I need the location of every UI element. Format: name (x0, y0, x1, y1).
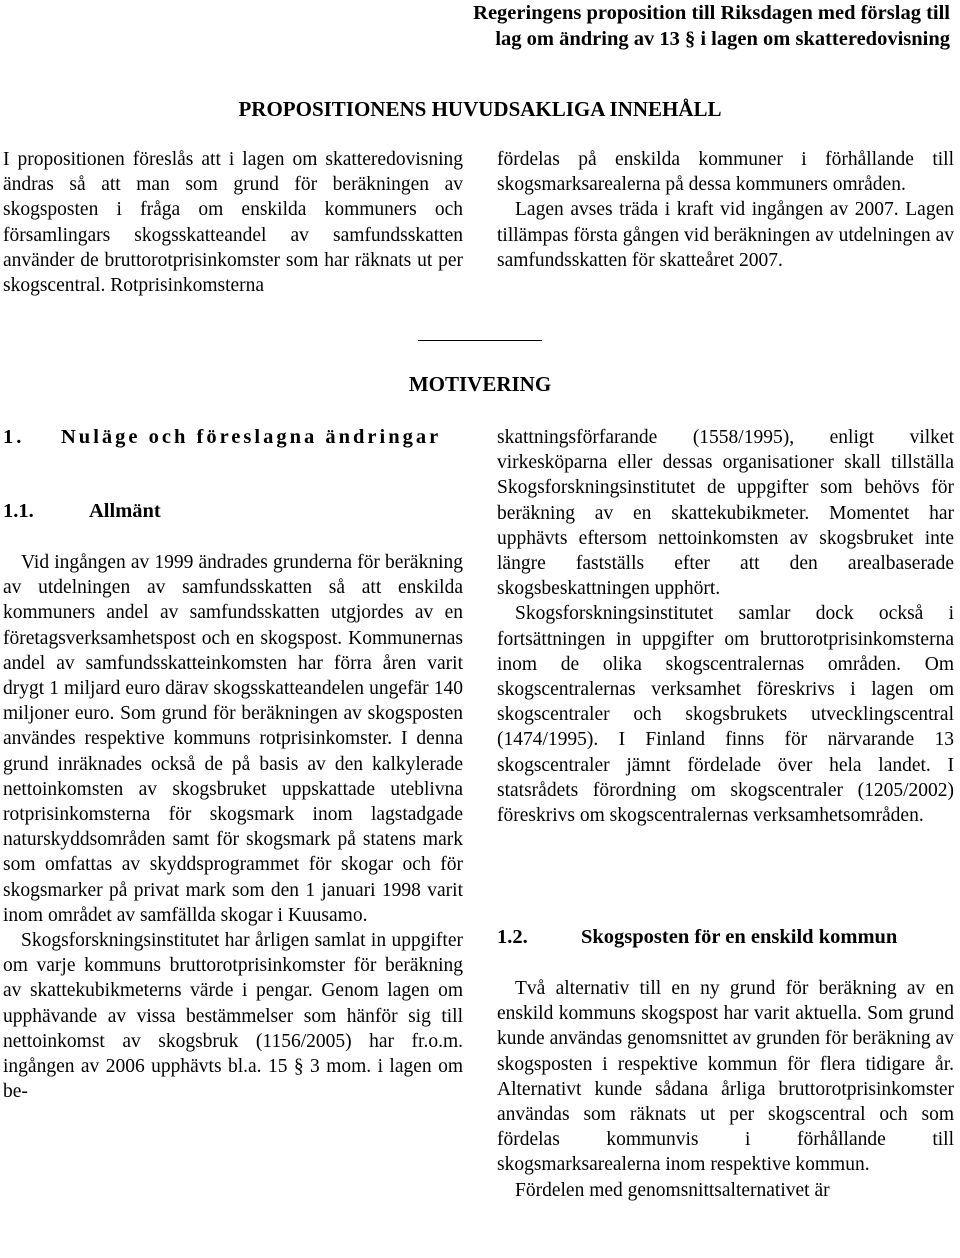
main-title: PROPOSITIONENS HUVUDSAKLIGA INNEHÅLL (238, 97, 722, 121)
section-title: Nuläge och föreslagna ändringar (61, 426, 442, 448)
header-line-1: Regeringens proposition till Riksdagen med förslag till (473, 2, 950, 24)
intro-paragraph-continued: fördelas på enskilda kommuner i förhållande till skogsmarksarealerna på dessa kommuners områden. (497, 149, 954, 196)
intro-paragraph-entry-into-force: Lagen avses träda i kraft vid ingången av 2007. Lagen tillämpas första gången vid beräkningen av utdelningen av samfundsskatten för skatteåret 2007. (497, 199, 954, 271)
intro-right-column (497, 147, 954, 273)
body-left-column (3, 550, 463, 1104)
body-paragraph: Vid ingången av 1999 ändrades grunderna för beräkning av utdelningen av samfundsskatten så att enskilda kommuners andel av samfundsskatten utgjordes av en företagsverksamhetspost och en skogspost. Kommunernas andel av samfundsskatteinkomsten har förra åren varit drygt 1 miljard euro därav skogsskatteandelen ungefär 140 miljoner euro. Som grund för beräkningen av skogsposten användes respektive kommuns rotprisinkomster. I denna grund inräknades också de på basis av den kalkylerade nettoinkomsten av skogsbruket uppskattade uteblivna rotprisinkomsterna för skogsmark inom lagstadgade naturskyddsområden samt för skogsmark på statens mark som omfattas av skyddsprogrammet för skogar och för skogsmarker på privat mark som den 1 januari 1998 varit inom området av samfällda skogar i Kuusamo. (3, 552, 463, 926)
section-title: Allmänt (89, 500, 161, 522)
body-right-column (497, 425, 954, 828)
section-number: 1. (3, 426, 25, 448)
section-heading-1-2 (497, 926, 897, 949)
section-divider (418, 340, 542, 341)
section-heading-1 (3, 424, 463, 451)
intro-left-column (3, 147, 463, 298)
section-number: 1.2. (497, 926, 528, 948)
section-heading-1-1 (3, 500, 161, 523)
header-line-2: lag om ändring av 13 § i lagen om skatteredovisning (495, 28, 950, 50)
body-paragraph: Två alternativ till en ny grund för beräkning av en enskild kommuns skogspost har varit aktuella. Som grund kunde användas genomsnittet av grunden för beräkning av skogsposten i respektive kommun för flera tidigare år. Alternativt kunde sådana årliga bruttorotprisinkomster användas som räknats ut per skogscentral och som fördelas kommunvis i förhållande till skogsmarksarealerna inom respektive kommun. (497, 978, 954, 1176)
body-paragraph: Skogsforskningsinstitutet samlar dock också i fortsättningen in uppgifter om bruttorotprisinkomsterna inom de olika skogscentralernas områden. Om skogscentralernas verksamhet föreskrivs i lagen om skogscentraler och skogsbrukets utvecklingscentral (1474/1995). I Finland finns för närvarande 13 skogscentraler jämnt fördelade över hela landet. I statsrådets förordning om skogscentraler (1205/2002) föreskrivs om skogscentralernas verksamhetsområden. (497, 603, 954, 827)
body-right-column-continued (497, 976, 954, 1203)
motivering-heading: MOTIVERING (408, 372, 552, 396)
body-paragraph: Fördelen med genomsnittsalternativet är (515, 1179, 830, 1201)
section-title: Skogsposten för en enskild kommun (581, 926, 898, 948)
document-header (350, 0, 950, 52)
body-paragraph: skattningsförfarande (1558/1995), enligt vilket virkesköparna eller dessas organisationer skall tillställa Skogsforskningsinstitutet de uppgifter som behövs för beräkning av en skattekubikmeter. Momentet har upphävts eftersom nettoinkomsten av skogsbruket inte längre fastställs efter att den arealbaserade skogsbeskattningen upphört. (497, 427, 954, 600)
body-paragraph: Skogsforskningsinstitutet har årligen samlat in uppgifter om varje kommuns bruttorotprisinkomster för beräkning av skattekubikmeterns värde i pengar. Genom lagen om upphävande av vissa bestämmelser som hänför sig till nettoinkomst av skogsbruk (1156/2005) har fr.o.m. ingången av 2006 upphävts bl.a. 15 § 3 mom. i lagen om be- (3, 930, 463, 1103)
intro-paragraph: I propositionen föreslås att i lagen om skatteredovisning ändras så att man som grund för beräkningen av skogsposten i fråga om enskilda kommuners och församlingars skogsskatteandel av samfundsskatten använder de bruttorotprisinkomster som har räknats ut per skogscentral. Rotprisinkomsterna (3, 149, 463, 297)
section-number: 1.1. (3, 500, 34, 522)
